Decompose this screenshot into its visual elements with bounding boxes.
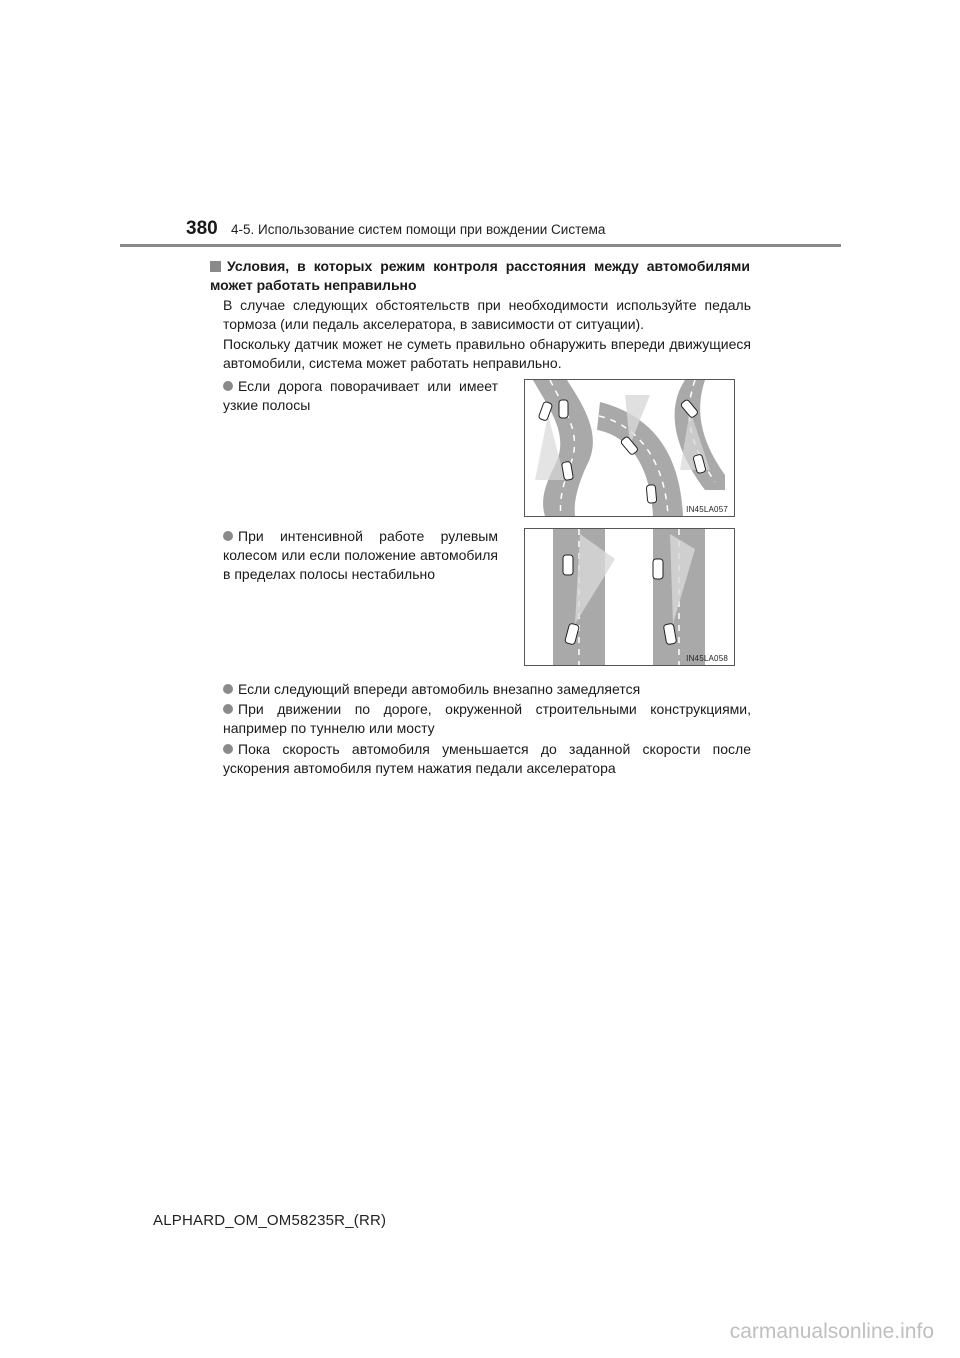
figure-lane-position (524, 528, 735, 666)
document-id: ALPHARD_OM_OM58235R_(RR) (153, 1212, 387, 1229)
section-heading-text: Условия, в которых режим контроля расстояния между автомобилями может работать неправильно (210, 258, 750, 293)
square-bullet-icon (210, 261, 221, 272)
bullet-item: При движении по дороге, окруженной строительными конструкциями, например по туннелю или мосту (223, 701, 751, 736)
bullet-dot-icon (223, 531, 233, 541)
header-divider (120, 244, 841, 247)
bullet-item: Пока скорость автомобиля уменьшается до заданной скорости после ускорения автомобиля путем нажатия педали акселератора (223, 741, 751, 776)
page-number: 380 (186, 218, 218, 239)
bullet-dot-icon (223, 684, 233, 694)
bullet-item: При интенсивной работе рулевым колесом или если положение автомобиля в пределах полосы нестабильно (223, 528, 498, 582)
watermark: carmanualsonline.info (729, 1320, 934, 1343)
bullet-item: Если дорога поворачивает или имеет узкие полосы (223, 378, 498, 413)
bullet-item: Если следующий впереди автомобиль внезапно замедляется (223, 680, 751, 699)
bullet-dot-icon (223, 381, 233, 391)
figure-code: IN45LA058 (686, 654, 728, 663)
curved-road-illustration (525, 380, 734, 516)
figure-code: IN45LA057 (686, 505, 728, 514)
paragraph-1: В случае следующих обстоятельств при необходимости используйте педаль тормоза (или педаль акселератора, в зависимости от ситуации). (223, 297, 751, 332)
paragraph-2: Поскольку датчик может не суметь правильно обнаружить впереди движущиеся автомобили, система может работать неправильно. (223, 336, 751, 371)
section-heading (210, 257, 750, 295)
bullet-dot-icon (223, 704, 233, 714)
figure-curved-road (524, 379, 735, 517)
bullet-dot-icon (223, 744, 233, 754)
lane-position-illustration (525, 529, 734, 665)
section-title: 4-5. Использование систем помощи при вождении Система (231, 222, 606, 237)
